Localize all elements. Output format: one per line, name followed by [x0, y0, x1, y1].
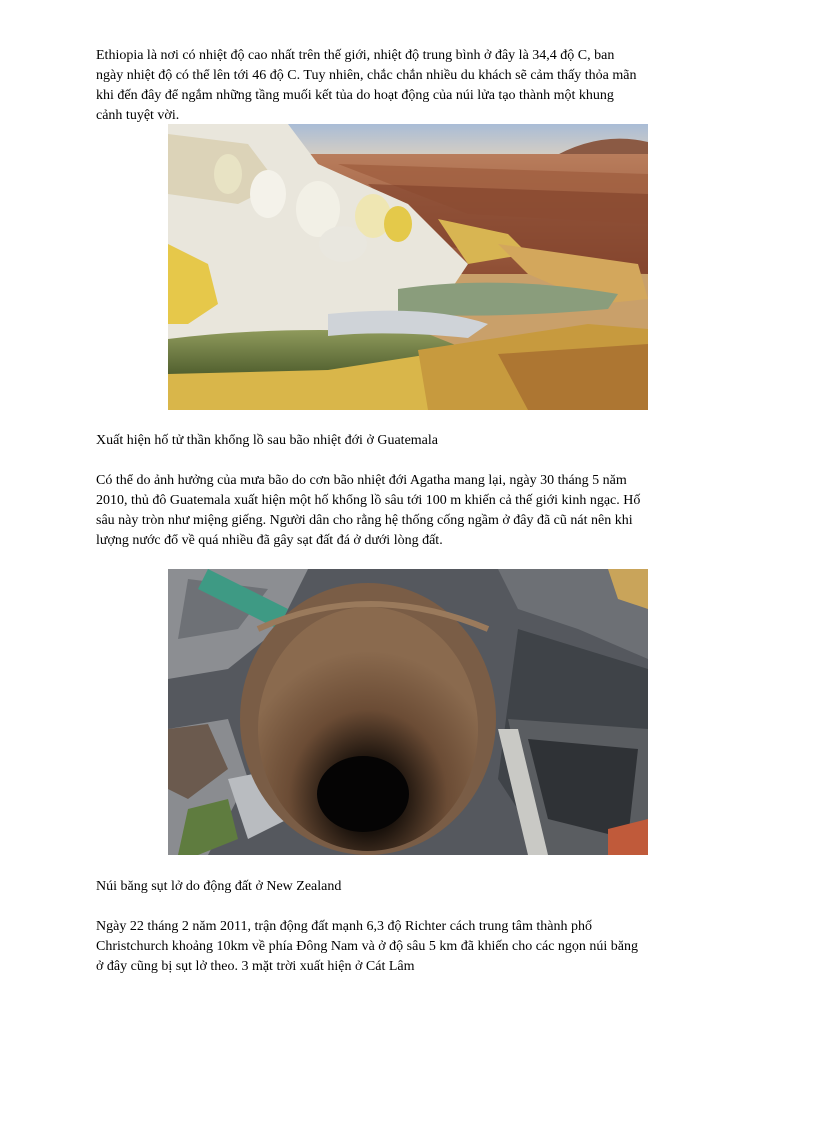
newzealand-line-3: ở đây cũng bị sụt lở theo. 3 mặt trời xuất hiện ở Cát Lâm: [96, 959, 415, 974]
heading-guatemala-block: [96, 431, 724, 451]
intro-line-3: khi đến đây để ngắm những tầng muối kết tủa do hoạt động của núi lửa tạo thành một khung: [96, 88, 614, 103]
intro-line-4: cảnh tuyệt vời.: [96, 108, 180, 123]
section-heading-guatemala: Xuất hiện hố tử thần khổng lồ sau bão nhiệt đới ở Guatemala: [96, 433, 438, 448]
salt-flats-illustration: [168, 124, 648, 410]
guatemala-line-2: 2010, thủ đô Guatemala xuất hiện một hố khổng lồ sâu tới 100 m khiến cả thế giới kinh ngạc. Hố: [96, 493, 641, 508]
section-heading-newzealand: Núi băng sụt lở do động đất ở New Zealand: [96, 879, 342, 894]
salt-flats-photo: [168, 124, 648, 410]
guatemala-line-1: Có thể do ảnh hưởng của mưa bão do cơn bão nhiệt đới Agatha mang lại, ngày 30 tháng 5 năm: [96, 473, 627, 488]
intro-paragraph: [96, 46, 724, 126]
newzealand-paragraph: [96, 917, 724, 977]
sinkhole-illustration: [168, 569, 648, 855]
heading-newzealand-block: [96, 877, 724, 897]
newzealand-line-1: Ngày 22 tháng 2 năm 2011, trận động đất mạnh 6,3 độ Richter cách trung tâm thành phố: [96, 919, 592, 934]
sinkhole-photo: [168, 569, 648, 855]
intro-line-2: ngày nhiệt độ có thể lên tới 46 độ C. Tuy nhiên, chắc chắn nhiều du khách sẽ cảm thấy thỏa mãn: [96, 68, 637, 83]
newzealand-line-2: Christchurch khoảng 10km về phía Đông Nam và ở độ sâu 5 km đã khiến cho các ngọn núi băng: [96, 939, 639, 954]
guatemala-line-3: sâu này tròn như miệng giếng. Người dân cho rằng hệ thống cống ngầm ở đây đã cũ nát nên khi: [96, 513, 633, 528]
guatemala-paragraph: [96, 471, 724, 551]
intro-line-1: Ethiopia là nơi có nhiệt độ cao nhất trên thế giới, nhiệt độ trung bình ở đây là 34,4 độ C, ban: [96, 48, 615, 63]
guatemala-line-4: lượng nước đổ về quá nhiều đã gây sạt đất đá ở dưới lòng đất.: [96, 533, 443, 548]
